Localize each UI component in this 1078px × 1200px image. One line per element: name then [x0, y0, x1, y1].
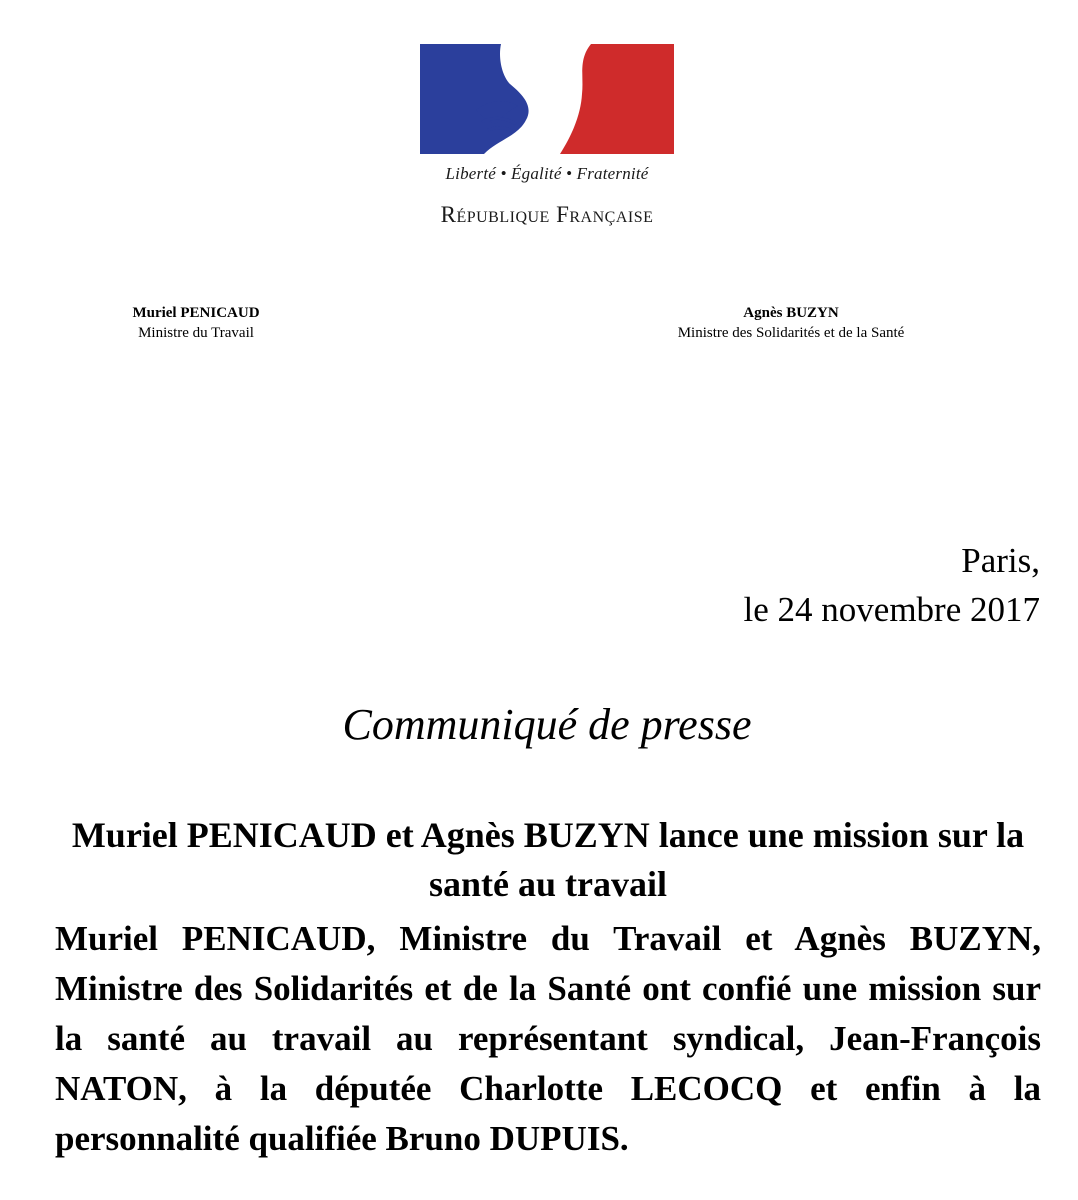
- minister-left-name: Muriel PENICAUD: [132, 305, 260, 321]
- minister-left-block: [96, 303, 296, 343]
- minister-right-title: Ministre des Solidarités et de la Santé: [677, 325, 905, 341]
- dateline-date: le 24 novembre 2017: [743, 590, 1040, 629]
- press-release-body: Muriel PENICAUD, Ministre du Travail et Agnès BUZYN, Ministre des Solidarités et de la Santé ont confié une mission sur la santé au travail au représentant syndical, Jean-François NATON, à la députée Charlotte LECOCQ et enfin à la personnalité qualifiée Bruno DUPUIS.: [55, 919, 1041, 1158]
- marianne-flag-icon: [406, 36, 688, 156]
- minister-left-title: Ministre du Travail: [138, 325, 254, 341]
- dateline: [744, 536, 1040, 634]
- minister-right-block: [640, 303, 942, 343]
- press-release-headline: Muriel PENICAUD et Agnès BUZYN lance une mission sur la santé au travail: [71, 815, 1025, 904]
- dateline-city: Paris,: [961, 541, 1040, 580]
- republique-francaise-logo: [406, 36, 688, 248]
- logo-republic-name: République Française: [440, 202, 654, 227]
- logo-motto: Liberté • Égalité • Fraternité: [445, 164, 649, 183]
- minister-right-name: Agnès BUZYN: [743, 305, 839, 321]
- document-type: Communiqué de presse: [342, 700, 752, 749]
